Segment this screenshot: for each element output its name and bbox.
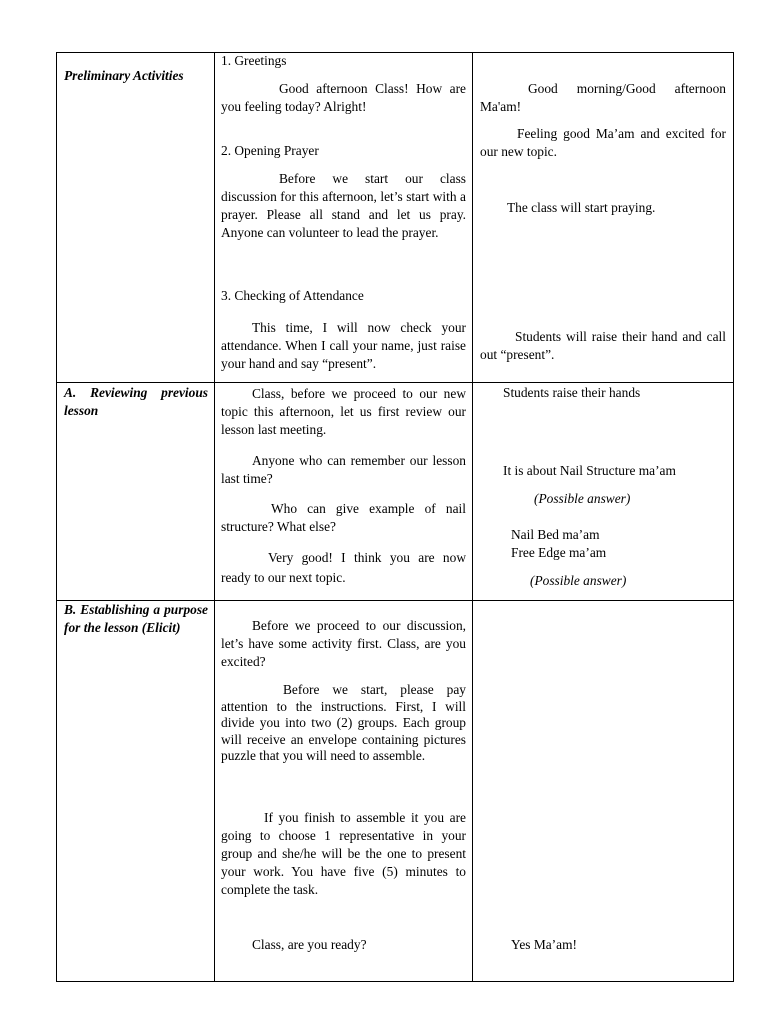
greetings-heading: 1. Greetings bbox=[221, 53, 287, 68]
prayer-teacher-text: Before we start our class discussion for this afternoon, let’s start with a prayer. Please all stand and let us pray. Anyone can volunteer to lead the prayer. bbox=[221, 171, 466, 240]
purpose-teacher-text: Before we proceed to our discussion, let’s have some activity first. Class, are you excited? bbox=[221, 618, 466, 669]
purpose-teacher-text: If you finish to assemble it you are going to choose 1 representative in your group and she/he will be the one to present your work. You have five (5) minutes to complete the task. bbox=[221, 810, 466, 897]
review-student-response: Students raise their hands bbox=[503, 385, 641, 400]
attendance-heading: 3. Checking of Attendance bbox=[221, 288, 364, 303]
purpose-teacher-text: Before we start, please pay attention to the instructions. First, I will divide you into two (2) groups. Each group will receive an envelope containing pictures puzzle that you will need to assemble. bbox=[221, 682, 466, 763]
row-label-preliminary: Preliminary Activities bbox=[64, 68, 184, 83]
prayer-heading: 2. Opening Prayer bbox=[221, 143, 319, 158]
review-possible-answer: (Possible answer) bbox=[530, 573, 627, 588]
greetings-student-response: Good morning/Good afternoon Ma'am! bbox=[480, 81, 726, 114]
review-teacher-text: Class, before we proceed to our new topic this afternoon, let us first review our lesson last meeting. bbox=[221, 386, 466, 437]
review-student-response: Free Edge ma’am bbox=[511, 545, 607, 560]
review-teacher-text: Anyone who can remember our lesson last time? bbox=[221, 453, 466, 486]
row-label-review: A. Reviewing previous lesson bbox=[64, 385, 208, 418]
table-border-right bbox=[733, 52, 734, 982]
prayer-student-response: The class will start praying. bbox=[507, 200, 656, 215]
attendance-teacher-text: This time, I will now check your attendance. When I call your name, just raise your hand and say “present”. bbox=[221, 320, 466, 371]
table-column-divider bbox=[472, 52, 473, 982]
table-border-left bbox=[56, 52, 57, 982]
table-column-divider bbox=[214, 52, 215, 982]
review-teacher-text: Very good! I think you are now ready to our next topic. bbox=[221, 550, 466, 585]
purpose-teacher-text: Class, are you ready? bbox=[252, 937, 367, 952]
row-label-purpose: B. Establishing a purpose for the lesson (Elicit) bbox=[64, 602, 208, 635]
attendance-student-response: Students will raise their hand and call out “present”. bbox=[480, 329, 726, 362]
greetings-student-response: Feeling good Ma’am and excited for our new topic. bbox=[480, 126, 726, 159]
review-possible-answer: (Possible answer) bbox=[534, 491, 631, 506]
review-teacher-text: Who can give example of nail structure? What else? bbox=[221, 501, 466, 534]
greetings-teacher-text: Good afternoon Class! How are you feeling today? Alright! bbox=[221, 81, 466, 114]
review-student-response: It is about Nail Structure ma’am bbox=[503, 463, 676, 478]
table-border-top bbox=[56, 52, 734, 53]
table-border-bottom bbox=[56, 981, 734, 982]
table-row-divider bbox=[56, 382, 734, 383]
review-student-response: Nail Bed ma’am bbox=[511, 527, 600, 542]
purpose-student-response: Yes Ma’am! bbox=[511, 937, 577, 952]
